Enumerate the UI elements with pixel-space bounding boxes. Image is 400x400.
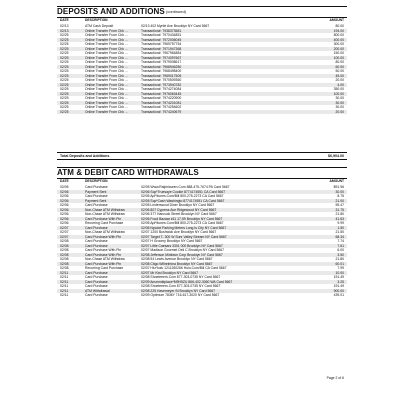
row-description: Card Purchase <box>85 270 108 275</box>
row-description: Online Transfer From Chk ... <box>85 109 128 114</box>
row-detail: Transaction#: 7974097667 <box>141 55 182 60</box>
col-amount: AMOUNT <box>329 18 344 22</box>
row-date: 02/06 <box>60 212 69 216</box>
row-date: 02/25 <box>60 109 69 114</box>
row-detail: 02/13 402 Myrtle Ave Brooklyn NY Card 5667 <box>141 24 210 28</box>
row-detail: 02/05 Apl*Itunes.Com/Bill 800-275-2273 CA Card 5667 <box>141 194 224 198</box>
row-amount: 9.99 <box>337 221 344 225</box>
row-description: Online Transfer From Chk ... <box>85 96 128 100</box>
row-detail: Transaction#: 7974201081 <box>141 100 182 105</box>
row-detail: 02/05 Lindenwood Diner Brooklyn NY Card 5667 <box>141 203 215 207</box>
row-amount: 50.00 <box>335 69 344 73</box>
row-date: 02/07 <box>60 230 69 234</box>
row-amount: 80.00 <box>335 60 344 64</box>
row-description: Non-Chase ATM Withdraw <box>85 230 125 234</box>
table-row <box>57 110 347 115</box>
row-amount: 10.00 <box>335 270 344 275</box>
row-description: Card Purchase With Pin <box>85 234 122 239</box>
row-detail: 02/05 Www.Ralphlauren.Com 888-475-7674 PA Card 5667 <box>141 185 230 189</box>
row-amount: 21.00 <box>335 198 344 203</box>
row-description: Online Transfer From Chk ... <box>85 105 128 109</box>
row-date: 02/25 <box>60 69 69 73</box>
row-detail: Transaction#: 7968498400 <box>141 69 182 73</box>
row-description: Card Purchase <box>85 279 108 284</box>
row-detail: 02/06 377 Hancock Street Brooklyn NY Card 5667 <box>141 212 217 216</box>
row-date: 02/25 <box>60 73 69 78</box>
row-date: 02/13 <box>60 24 69 28</box>
row-description: Card Purchase With Pin <box>85 216 122 221</box>
row-description: Card Purchase <box>85 275 108 279</box>
row-date: 02/25 <box>60 42 69 46</box>
row-amount: 31.75 <box>335 207 344 212</box>
row-date: 02/25 <box>60 96 69 100</box>
row-detail: 02/08 Jefferson Midtown Corp Brooklyn NY Card 5667 <box>141 252 223 257</box>
row-description: Card Purchase <box>85 284 108 288</box>
row-detail: 02/06 Sqc*Truesaye Cookie 8774174551 CA Card 5667 <box>141 189 226 194</box>
row-date: 02/11 <box>60 270 69 275</box>
row-date: 02/25 <box>60 91 69 96</box>
row-detail: Transaction#: 7974254602 <box>141 105 182 109</box>
row-date: 02/06 <box>60 203 69 207</box>
row-amount: 20.00 <box>335 78 344 82</box>
row-date: 02/08 <box>60 257 69 261</box>
row-detail: Transaction#: 7972006045 <box>141 37 182 42</box>
row-amount: 194.00 <box>333 28 344 33</box>
row-amount: 41.63 <box>335 216 344 221</box>
row-amount: 60.01 <box>335 261 344 266</box>
deposits-total-row <box>57 152 347 160</box>
row-amount: 21.80 <box>335 257 344 261</box>
deposits-table <box>57 24 347 114</box>
row-detail: Transaction#: 7971947368 <box>141 46 182 51</box>
row-date: 02/06 <box>60 198 69 203</box>
row-date: 02/25 <box>60 64 69 69</box>
table-row <box>57 293 347 298</box>
row-amount: 4.00 <box>337 82 344 87</box>
row-description: Online Transfer From Chk ... <box>85 87 128 91</box>
row-description: Online Transfer From Chk ... <box>85 55 128 60</box>
row-amount: 3.25 <box>337 279 344 284</box>
row-date: 02/07 <box>60 225 69 230</box>
row-date: 02/11 <box>60 293 69 297</box>
row-amount: 7.74 <box>337 239 344 243</box>
row-amount: 400.00 <box>333 37 344 42</box>
row-date: 02/25 <box>60 82 69 87</box>
row-description: Online Transfer From Chk ... <box>85 73 128 78</box>
row-amount: 30.00 <box>335 96 344 100</box>
row-date: 02/06 <box>60 216 69 221</box>
row-detail: 02/07 Madison Gourmet Deli C Brooklyn NY Card 5667 <box>141 248 225 252</box>
row-amount: 350.00 <box>333 87 344 91</box>
row-date: 02/11 <box>60 288 69 293</box>
row-amount: 21.50 <box>335 230 344 234</box>
row-detail: 02/07 Mr Kiwi Brooklyn NY Card 5667 <box>141 270 199 275</box>
row-detail: 02/05 Sqc*Cash Washingto 8774174551 CA Card 5667 <box>141 198 225 203</box>
row-description: Card Purchase With Pin <box>85 248 122 252</box>
row-amount: 30.00 <box>335 105 344 109</box>
row-description: Card Purchase <box>85 225 108 230</box>
row-amount: 80.00 <box>335 24 344 28</box>
row-date: 02/06 <box>60 221 69 225</box>
row-detail: Transaction#: 7974240679 <box>141 109 182 114</box>
deposits-section-header <box>57 6 347 18</box>
row-description: Card Purchase <box>85 293 108 297</box>
row-description: Online Transfer From Chk ... <box>85 64 128 69</box>
row-date: 02/25 <box>60 78 69 82</box>
row-description: Online Transfer From Chk ... <box>85 42 128 46</box>
col-description: DESCRIPTION <box>85 179 108 183</box>
row-detail: 02/07 Target T- 300 W Sunr Valley Stream NY Card 5667 <box>141 234 227 239</box>
row-description: Card Purchase <box>85 185 108 189</box>
row-detail: Transaction#: 7969757754 <box>141 42 182 46</box>
row-detail: Transaction#: 7979008617 <box>141 60 182 64</box>
row-detail: Transaction#: 7968946280 <box>141 64 182 69</box>
row-detail: 02/07 1200 Bushwick Ave Brooklyn NY Card 5667 <box>141 230 217 234</box>
row-amount: 439.01 <box>333 293 344 297</box>
row-amount: 7.61 <box>337 243 344 248</box>
row-description: Payment Sent <box>85 189 107 194</box>
row-detail: 02/09 Amznmktplace*M9H9ZU 866-402-3060 WA Card 5667 <box>141 279 233 284</box>
withdrawals-section-header <box>57 167 347 179</box>
row-detail: 02/08 Citgo Wilhelmina Brooklyn NY Card 5667 <box>141 261 213 266</box>
row-amount: $91.96 <box>333 185 344 189</box>
row-detail: Transaction#: 7974274084 <box>141 87 182 91</box>
row-description: Payment Sent <box>85 198 107 203</box>
row-amount: 45.00 <box>335 73 344 78</box>
row-detail: Transaction#: 7970509360 <box>141 78 182 82</box>
row-date: 02/05 <box>60 185 69 189</box>
row-date: 02/25 <box>60 37 69 42</box>
row-detail: 02/05 Apl*Itunes.Com/Bill 800-275-2273 CA Card 5667 <box>141 221 224 225</box>
row-date: 02/06 <box>60 207 69 212</box>
row-date: 02/11 <box>60 284 69 288</box>
row-date: 02/11 <box>60 275 69 279</box>
row-date: 02/25 <box>60 51 69 55</box>
row-amount: 1.50 <box>337 225 344 230</box>
row-date: 02/25 <box>60 55 69 60</box>
deposits-total-amount: $6,904.00 <box>328 154 344 158</box>
row-detail: 02/08 54 Lewis Avenue Brooklyn NY Card 5667 <box>141 257 213 261</box>
row-amount: 8.75 <box>337 194 344 198</box>
row-amount: 20.00 <box>335 109 344 114</box>
row-date: 02/25 <box>60 33 69 37</box>
row-description: Online Transfer From Chk ... <box>85 51 128 55</box>
row-amount: 21.80 <box>335 212 344 216</box>
row-description: Online Transfer From Chk ... <box>85 46 128 51</box>
row-date: 02/11 <box>60 279 69 284</box>
row-amount: 30.00 <box>335 100 344 105</box>
row-amount: 200.00 <box>333 46 344 51</box>
row-date: 02/08 <box>60 239 69 243</box>
row-date: 02/25 <box>60 46 69 51</box>
row-description: Online Transfer From Chk ... <box>85 82 128 87</box>
row-date: 02/25 <box>60 100 69 105</box>
row-amount: 7.99 <box>337 266 344 270</box>
row-amount: 150.00 <box>333 51 344 55</box>
row-description: Online Transfer From Chk ... <box>85 69 128 73</box>
row-description: Card Purchase <box>85 203 108 207</box>
row-detail: Transaction#: 7976063445 <box>141 91 182 96</box>
row-date: 02/06 <box>60 189 69 194</box>
row-date: 02/08 <box>60 248 69 252</box>
deposits-title: DEPOSITS AND ADDITIONS <box>57 7 165 16</box>
row-date: 02/08 <box>60 261 69 266</box>
row-detail: 02/07 Little Caesars 3301 000 Brooklyn NY Card 5667 <box>141 243 223 248</box>
row-detail: Transaction#: 7967964884 <box>141 51 182 55</box>
row-description: Online Transfer From Chk ... <box>85 60 128 64</box>
row-amount: 191.49 <box>333 284 344 288</box>
row-description: Recurring Card Purchase <box>85 266 124 270</box>
row-amount: 55.47 <box>335 203 344 207</box>
row-description: ATM Cash Deposit <box>85 24 114 28</box>
row-date: 02/25 <box>60 105 69 109</box>
row-amount: 900.00 <box>333 288 344 293</box>
row-description: Recurring Card Purchase <box>85 221 124 225</box>
row-amount: 60.00 <box>335 64 344 69</box>
row-amount: 300.00 <box>333 42 344 46</box>
withdrawals-table <box>57 185 347 298</box>
row-description: Card Purchase With Pin <box>85 252 122 257</box>
row-detail: 02/07 H Grocery Brooklyn NY Card 5667 <box>141 239 203 243</box>
row-description: Card Purchase <box>85 194 108 198</box>
row-detail: Transaction#: 7974220900 <box>141 96 182 100</box>
row-description: Online Transfer From Chk ... <box>85 37 128 42</box>
col-date: DATE <box>60 179 69 183</box>
row-detail: 02/08 Shoeteeers.Com 877-303-0735 NY Card 5667 <box>141 284 221 288</box>
row-detail: 02/06 Food Bazaar #11 17-59 Brooklyn NY Card 5667 <box>141 216 223 221</box>
row-detail: 02/07 Hlu*hulu 1211260266 Hulu.Com/Bill CA Card 5667 <box>141 266 227 270</box>
row-amount: 100.00 <box>333 91 344 96</box>
row-amount: 3.50 <box>337 252 344 257</box>
row-date: 02/08 <box>60 266 69 270</box>
row-detail: 02/06 Npcdot Parking Meters Long Is City NY Card 5667 <box>141 225 227 230</box>
row-amount: 30.00 <box>335 189 344 194</box>
row-description: Card Purchase With Pin <box>85 261 122 266</box>
row-date: 02/25 <box>60 87 69 91</box>
row-detail: 02/08 225 Havemeyer St Brooklyn NY Card 5667 <box>141 288 216 293</box>
row-date: 02/08 <box>60 243 69 248</box>
row-description: Online Transfer From Chk ... <box>85 33 128 37</box>
row-description: Card Purchase <box>85 239 108 243</box>
row-detail: 02/08 Shoeteeers.Com 877-303-0735 NY Card 5667 <box>141 275 221 279</box>
row-amount: 68.34 <box>335 234 344 239</box>
row-description: Online Transfer From Chk ... <box>85 91 128 96</box>
row-detail: Transaction#: 7973940782 <box>141 82 182 87</box>
row-description: Online Transfer From Chk ... <box>85 100 128 105</box>
row-description: Online Transfer From Chk ... <box>85 28 128 33</box>
deposits-continued-label: (continued) <box>166 9 187 14</box>
row-date: 02/06 <box>60 194 69 198</box>
col-description: DESCRIPTION <box>85 18 108 22</box>
withdrawals-title: ATM & DEBIT CARD WITHDRAWALS <box>57 168 199 177</box>
row-detail: 02/09 Optimum 7836Y 716-617-3020 NY Card 5667 <box>141 293 220 297</box>
row-description: Non-Chase ATM Withdraw <box>85 257 125 261</box>
page-number: Page 2 of 6 <box>326 376 344 380</box>
row-description: ATM Withdrawal <box>85 288 110 293</box>
row-description: Non-Chase ATM Withdraw <box>85 207 125 212</box>
row-date: 02/08 <box>60 252 69 257</box>
row-date: 02/07 <box>60 234 69 239</box>
row-description: Online Transfer From Chk ... <box>85 78 128 82</box>
row-description: Non-Chase ATM Withdraw <box>85 212 125 216</box>
row-amount: 191.49 <box>333 275 344 279</box>
row-detail: Transaction#: 7970434851 <box>141 33 182 37</box>
row-amount: 100.00 <box>333 55 344 60</box>
row-description: Card Purchase <box>85 243 108 248</box>
row-detail: Transaction#: 7938373581 <box>141 28 182 33</box>
row-date: 02/13 <box>60 28 69 33</box>
row-amount: 6.00 <box>337 248 344 252</box>
deposits-total-label: Total Deposits and Additions <box>60 154 110 158</box>
row-detail: 02/06 807 Cypress Ave Ridgewood NY Card 5667 <box>141 207 217 212</box>
row-amount: 800.00 <box>333 33 344 37</box>
row-detail: Transaction#: 7969017505 <box>141 73 182 78</box>
row-date: 02/25 <box>60 60 69 64</box>
col-date: DATE <box>60 18 69 22</box>
col-amount: AMOUNT <box>329 179 344 183</box>
